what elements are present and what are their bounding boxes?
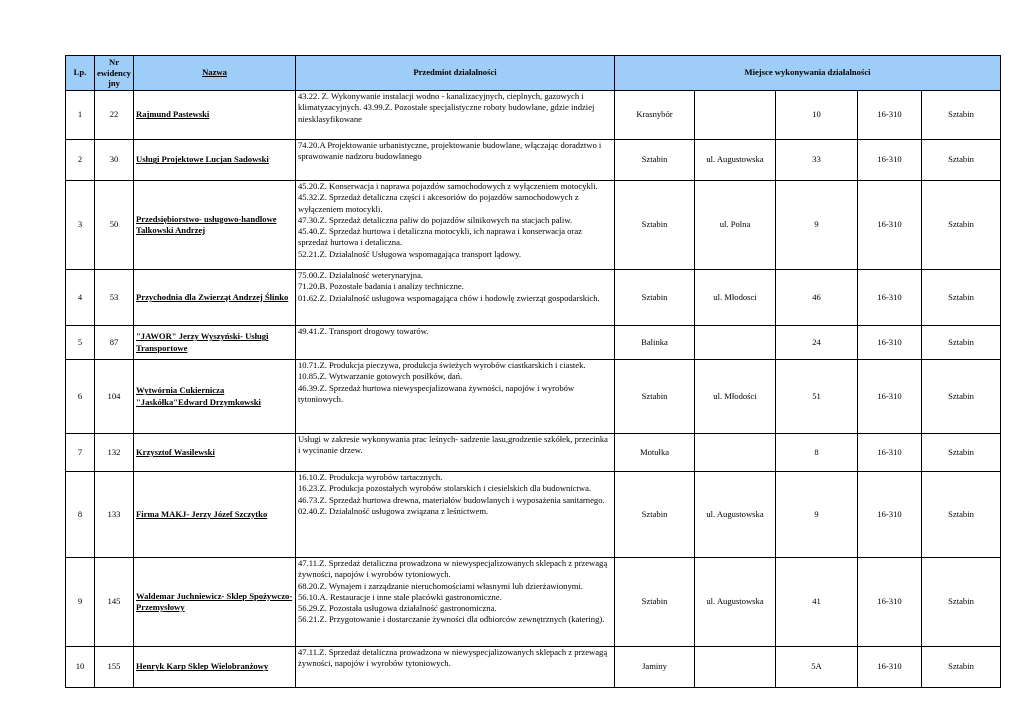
table-row xyxy=(66,91,1001,140)
nazwa-line: Wytwórnia Cukiernicza xyxy=(136,385,225,396)
cell-poczta: Sztabin xyxy=(922,326,1001,360)
cell-nr-ewidencyjny: 87 xyxy=(95,326,134,360)
cell-kod-pocztowy: 16-310 xyxy=(858,472,922,558)
nazwa-line: "Jaskółka"Edward Drzymkowski xyxy=(136,396,261,407)
przedmiot-line: 56.29.Z. Pozostała usługowa działalność gastronomiczna. xyxy=(298,603,497,614)
przedmiot-line: 68.20.Z. Wynajem i zarządzanie nieruchomościami własnymi lub dzierżawionymi. xyxy=(298,580,583,591)
cell-lp: 8 xyxy=(66,472,95,558)
nazwa-line: "JAWOR" Jerzy Wyszyński- Usługi xyxy=(136,331,269,342)
cell-nazwa xyxy=(134,270,296,326)
cell-przedmiot xyxy=(296,270,615,326)
cell-numer: 33 xyxy=(776,140,858,181)
cell-nr-ewidencyjny: 133 xyxy=(95,472,134,558)
header-nr-ewidencyjny xyxy=(95,56,134,91)
header-przedmiot: Przedmiot działalności xyxy=(296,56,615,91)
cell-lp: 6 xyxy=(66,360,95,434)
przedmiot-line: 02.40.Z. Działalność usługowa związana z leśnictwem. xyxy=(298,505,489,516)
nazwa-line: Przychodnia dla Zwierząt Andrzej Ślinko xyxy=(136,291,289,302)
cell-numer: 9 xyxy=(776,181,858,270)
nazwa-line: Waldemar Juchniewicz- Sklep Spożywczo- xyxy=(136,590,293,601)
przedmiot-line: 43.22. Z. Wykonywanie instalacji wodno - kanalizacyjnych, cieplnych, gazowych i klimatyzacyjnych. 43.99.Z. Pozostałe specjalistyczne roboty budowlane, gdzie indziej niesklasyfikowane xyxy=(298,91,595,124)
table-row xyxy=(66,647,1001,688)
cell-poczta: Sztabin xyxy=(922,91,1001,140)
cell-miejscowosc: Balinka xyxy=(615,326,695,360)
cell-przedmiot xyxy=(296,326,615,360)
header-nr-line: jny xyxy=(108,78,120,89)
cell-nr-ewidencyjny: 155 xyxy=(95,647,134,688)
przedmiot-line: 46.39.Z. Sprzedaż hurtowa niewyspecjalizowana żywności, napojów i wyrobów tytoniowych. xyxy=(298,382,575,404)
przedmiot-line: 45.32.Z. Sprzedaż detaliczna części i akcesoriów do pojazdów samochodowych z wyłączeniem motocykli. xyxy=(298,192,579,214)
cell-numer: 5A xyxy=(776,647,858,688)
cell-ulica: ul. Augustowska xyxy=(695,472,776,558)
cell-nr-ewidencyjny: 53 xyxy=(95,270,134,326)
cell-przedmiot xyxy=(296,647,615,688)
nazwa-line: Krzysztof Wasilewski xyxy=(136,446,215,457)
header-nr-line: Nr xyxy=(108,57,120,68)
header-lp: Lp. xyxy=(66,56,95,91)
nazwa-line: Transportowe xyxy=(136,342,188,353)
cell-numer: 8 xyxy=(776,434,858,472)
przedmiot-line: 45.40.Z. Sprzedaż hurtowa i detaliczna motocykli, ich naprawa i konserwacja oraz sprzedaż hurtowa i detaliczna. xyxy=(298,226,582,248)
cell-ulica xyxy=(695,434,776,472)
cell-poczta: Sztabin xyxy=(922,270,1001,326)
cell-miejscowosc: Sztabin xyxy=(615,472,695,558)
business-register-table xyxy=(65,55,1001,688)
cell-poczta: Sztabin xyxy=(922,181,1001,270)
cell-kod-pocztowy: 16-310 xyxy=(858,270,922,326)
cell-nazwa xyxy=(134,181,296,270)
cell-lp: 7 xyxy=(66,434,95,472)
cell-nazwa xyxy=(134,326,296,360)
cell-lp: 2 xyxy=(66,140,95,181)
przedmiot-line: 74.20.A Projektowanie urbanistyczne, projektowanie budowlane, włączając doradztwo i sprawowanie nadzoru budowlanego xyxy=(298,140,602,162)
przedmiot-line: 49.41.Z. Transport drogowy towarów. xyxy=(298,326,429,336)
przedmiot-line: 46.73.Z. Sprzedaż hurtowa drewna, materiałów budowlanych i wyposażenia sanitarnego. xyxy=(298,494,605,505)
cell-nr-ewidencyjny: 22 xyxy=(95,91,134,140)
cell-lp: 3 xyxy=(66,181,95,270)
cell-poczta: Sztabin xyxy=(922,140,1001,181)
cell-miejscowosc: Krasnybór xyxy=(615,91,695,140)
cell-poczta: Sztabin xyxy=(922,360,1001,434)
cell-numer: 24 xyxy=(776,326,858,360)
cell-ulica: ul. Młodości xyxy=(695,360,776,434)
cell-miejscowosc: Sztabin xyxy=(615,140,695,181)
table-row xyxy=(66,558,1001,647)
cell-kod-pocztowy: 16-310 xyxy=(858,647,922,688)
przedmiot-line: Usługi w zakresie wykonywania prac leśnych- sadzenie lasu,grodzenie szkółek, przecinka i wycinanie drzew. xyxy=(298,434,608,456)
table-row xyxy=(66,270,1001,326)
cell-ulica xyxy=(695,326,776,360)
cell-nazwa xyxy=(134,434,296,472)
cell-przedmiot xyxy=(296,91,615,140)
cell-miejscowosc: Motułka xyxy=(615,434,695,472)
cell-kod-pocztowy: 16-310 xyxy=(858,434,922,472)
cell-kod-pocztowy: 16-310 xyxy=(858,558,922,647)
table-header-row xyxy=(66,56,1001,91)
przedmiot-line: 75.00.Z. Działalność weterynaryjna. xyxy=(298,270,424,280)
cell-nr-ewidencyjny: 145 xyxy=(95,558,134,647)
nazwa-line: Talkowski Andrzej xyxy=(136,225,206,235)
cell-miejscowosc: Sztabin xyxy=(615,558,695,647)
cell-miejscowosc: Sztabin xyxy=(615,181,695,270)
cell-przedmiot xyxy=(296,558,615,647)
przedmiot-line: 56.21.Z. Przygotowanie i dostarczanie żywności dla odbiorców zewnętrznych (katering). xyxy=(298,614,605,625)
cell-przedmiot xyxy=(296,140,615,181)
cell-poczta: Sztabin xyxy=(922,647,1001,688)
cell-poczta: Sztabin xyxy=(922,434,1001,472)
cell-numer: 46 xyxy=(776,270,858,326)
cell-poczta: Sztabin xyxy=(922,472,1001,558)
table-row xyxy=(66,434,1001,472)
cell-lp: 10 xyxy=(66,647,95,688)
przedmiot-line: 10.71.Z. Produkcja pieczywa, produkcja świeżych wyrobów ciastkarskich i ciastek. xyxy=(298,360,586,370)
cell-ulica: ul. Augustowska xyxy=(695,140,776,181)
cell-miejscowosc: Sztabin xyxy=(615,360,695,434)
nazwa-line: Przedsiębiorstwo- usługowo-handlowe xyxy=(136,213,277,224)
cell-kod-pocztowy: 16-310 xyxy=(858,326,922,360)
cell-ulica xyxy=(695,91,776,140)
cell-nazwa xyxy=(134,140,296,181)
cell-lp: 4 xyxy=(66,270,95,326)
cell-numer: 51 xyxy=(776,360,858,434)
header-nr-line: ewidency xyxy=(97,67,131,78)
cell-lp: 5 xyxy=(66,326,95,360)
przedmiot-line: 47.11.Z. Sprzedaż detaliczna prowadzona w niewyspecjalizowanych sklepach z przewagą żywności, napojów i wyrobów tytoniowych. xyxy=(298,647,608,669)
cell-numer: 41 xyxy=(776,558,858,647)
cell-nr-ewidencyjny: 104 xyxy=(95,360,134,434)
cell-poczta: Sztabin xyxy=(922,558,1001,647)
cell-nazwa xyxy=(134,558,296,647)
table-row xyxy=(66,181,1001,270)
cell-nr-ewidencyjny: 132 xyxy=(95,434,134,472)
nazwa-line: Przemysłowy xyxy=(136,602,185,612)
cell-kod-pocztowy: 16-310 xyxy=(858,181,922,270)
cell-numer: 10 xyxy=(776,91,858,140)
cell-przedmiot xyxy=(296,360,615,434)
przedmiot-line: 47.11.Z. Sprzedaż detaliczna prowadzona w niewyspecjalizowanych sklepach z przewagą żywności, napojów i wyrobów tytoniowych. xyxy=(298,558,608,580)
przedmiot-line: 47.30.Z. Sprzedaż detaliczna paliw do pojazdów silnikowych na stacjach paliw. xyxy=(298,214,573,225)
cell-ulica xyxy=(695,647,776,688)
przedmiot-line: 16.10.Z. Produkcja wyrobów tartacznych. xyxy=(298,472,443,482)
przedmiot-line: 01.62.Z. Działalność usługowa wspomagająca chów i hodowlę zwierząt gospodarskich. xyxy=(298,292,600,303)
cell-kod-pocztowy: 16-310 xyxy=(858,91,922,140)
nazwa-line: Rajmund Pastewski xyxy=(136,109,210,120)
cell-nazwa xyxy=(134,472,296,558)
cell-nr-ewidencyjny: 30 xyxy=(95,140,134,181)
cell-przedmiot xyxy=(296,472,615,558)
cell-ulica: ul. Młodosci xyxy=(695,270,776,326)
nazwa-line: Firma MAKJ- Jerzy Józef Szczytko xyxy=(136,508,268,519)
cell-miejscowosc: Jaminy xyxy=(615,647,695,688)
table-row xyxy=(66,140,1001,181)
cell-kod-pocztowy: 16-310 xyxy=(858,360,922,434)
cell-nazwa xyxy=(134,647,296,688)
przedmiot-line: 10.85.Z. Wytwarzanie gotowych posiłków, dań. xyxy=(298,371,463,382)
nazwa-line: Usługi Projektowe Lucjan Sadowski xyxy=(136,154,269,165)
cell-przedmiot xyxy=(296,434,615,472)
cell-lp: 9 xyxy=(66,558,95,647)
cell-kod-pocztowy: 16-310 xyxy=(858,140,922,181)
cell-numer: 9 xyxy=(776,472,858,558)
cell-ulica: ul. Augustowska xyxy=(695,558,776,647)
cell-lp: 1 xyxy=(66,91,95,140)
cell-miejscowosc: Sztabin xyxy=(615,270,695,326)
cell-nazwa xyxy=(134,360,296,434)
header-nazwa xyxy=(134,56,296,91)
cell-ulica: ul. Polna xyxy=(695,181,776,270)
przedmiot-line: 16.23.Z. Produkcja pozostałych wyrobów stolarskich i ciesielskich dla budownictwa. xyxy=(298,483,592,494)
cell-przedmiot xyxy=(296,181,615,270)
table-row xyxy=(66,472,1001,558)
header-nazwa-label: Nazwa xyxy=(202,67,227,78)
cell-nr-ewidencyjny: 50 xyxy=(95,181,134,270)
header-miejsce: Miejsce wykonywania działalności xyxy=(615,56,1001,91)
przedmiot-line: 71.20.B. Pozostałe badania i analizy techniczne. xyxy=(298,281,464,292)
table-body xyxy=(66,91,1001,688)
przedmiot-line: 56.10.A. Restauracje i inne stałe placówki gastronomiczne. xyxy=(298,591,502,602)
przedmiot-line: 52.21.Z. Działalność Usługowa wspomagająca transport lądowy. xyxy=(298,248,522,259)
nazwa-line: Henryk Karp Sklep Wielobranżowy xyxy=(136,661,269,672)
przedmiot-line: 45.20.Z. Konserwacja i naprawa pojazdów samochodowych z wyłączeniem motocykli. xyxy=(298,181,598,191)
table-row xyxy=(66,326,1001,360)
table-row xyxy=(66,360,1001,434)
cell-nazwa xyxy=(134,91,296,140)
